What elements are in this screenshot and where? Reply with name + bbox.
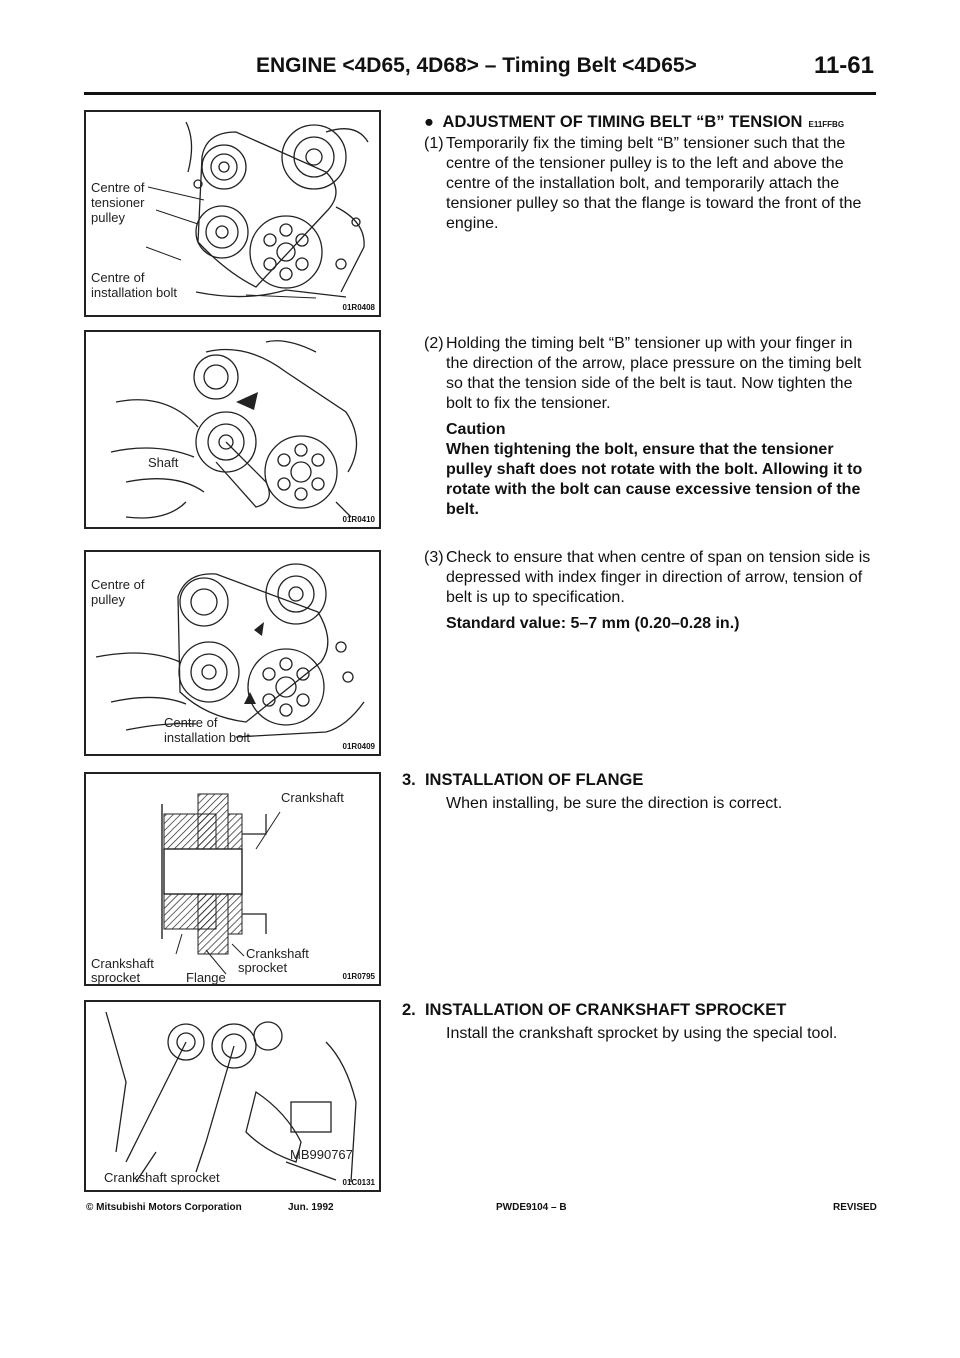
figure-label: Centre of bbox=[91, 180, 145, 195]
standard-value: Standard value: 5–7 mm (0.20–0.28 in.) bbox=[446, 615, 740, 632]
footer-status: REVISED bbox=[833, 1202, 877, 1213]
figure-label: Crankshaft bbox=[91, 956, 154, 971]
figure-label: sprocket bbox=[238, 960, 288, 975]
figure-label: pulley bbox=[91, 210, 125, 225]
figure-label: Centre of bbox=[164, 715, 218, 730]
figure-label: installation bolt bbox=[91, 285, 177, 300]
bullet: ● bbox=[424, 113, 434, 131]
figure-label: sprocket bbox=[91, 970, 141, 985]
caution-text: When tightening the bolt, ensure that the tensioner pulley shaft does not rotate with the bolt. Allowing it to rotate with the bolt can cause excessive tension of the belt. bbox=[446, 441, 863, 518]
page-title: ENGINE <4D65, 4D68> – Timing Belt <4D65> bbox=[256, 54, 697, 77]
step-text: Check to ensure that when centre of span on tension side is depressed with index finger in direction of arrow, tension of belt is up to specification. bbox=[446, 549, 871, 606]
section-number: 3. bbox=[402, 771, 416, 789]
figure-flange bbox=[84, 772, 381, 986]
footer-doc-id: PWDE9104 – B bbox=[496, 1202, 567, 1213]
figure-label: installation bolt bbox=[164, 730, 250, 745]
section-text: Install the crankshaft sprocket by using the special tool. bbox=[446, 1025, 838, 1042]
caution-title: Caution bbox=[446, 421, 506, 438]
section-title: INSTALLATION OF CRANKSHAFT SPROCKET bbox=[424, 1001, 787, 1019]
figure-code: 01C0131 bbox=[342, 1178, 375, 1187]
step-text: Holding the timing belt “B” tensioner up with your finger in the direction of the arrow, place pressure on the timing belt so that the tension side of the belt is taut. Now tighten the bolt to fix the tensioner. bbox=[446, 335, 862, 412]
figure-holding-tensioner bbox=[84, 330, 381, 529]
figure-label: Shaft bbox=[148, 455, 179, 470]
step-3 bbox=[424, 548, 879, 634]
page-header bbox=[84, 52, 876, 95]
step-number: (1) bbox=[424, 135, 444, 152]
figure-label: Flange bbox=[186, 970, 226, 985]
figure-code: 01R0408 bbox=[342, 303, 375, 312]
section-code: E11FFBG bbox=[808, 120, 845, 129]
figure-code: 01R0409 bbox=[342, 742, 375, 751]
footer-copyright: © Mitsubishi Motors Corporation bbox=[86, 1202, 242, 1213]
step-1 bbox=[424, 134, 879, 234]
figure-label: Crankshaft bbox=[281, 790, 344, 805]
figure-code: 01R0795 bbox=[342, 972, 375, 981]
footer-date: Jun. 1992 bbox=[288, 1202, 334, 1213]
page-number: 11-61 bbox=[813, 52, 874, 79]
figure-code: 01R0410 bbox=[342, 515, 375, 524]
step-number: (3) bbox=[424, 549, 444, 566]
section-heading bbox=[424, 112, 894, 135]
figure-label: MB990767 bbox=[290, 1147, 353, 1162]
holding-tensioner-diagram bbox=[86, 332, 379, 527]
step-text: Temporarily fix the timing belt “B” tensioner such that the centre of the tensioner pulley is to the left and above the centre of the installation bolt, and temporarily attach the tensioner pulley so that the flange is toward the front of the engine. bbox=[446, 135, 862, 232]
figure-label: Centre of bbox=[91, 577, 145, 592]
flange-cross-section bbox=[86, 774, 379, 984]
section-title: INSTALLATION OF FLANGE bbox=[424, 771, 644, 789]
figure-belt-tension-check bbox=[84, 550, 381, 756]
figure-crankshaft-sprocket-install bbox=[84, 1000, 381, 1192]
figure-label: pulley bbox=[91, 592, 125, 607]
figure-label: tensioner bbox=[91, 195, 145, 210]
figure-label: Crankshaft sprocket bbox=[104, 1170, 220, 1185]
figure-tensioner-position bbox=[84, 110, 381, 317]
section-heading bbox=[402, 770, 643, 790]
step-number: (2) bbox=[424, 335, 444, 352]
figure-label: Crankshaft bbox=[246, 946, 309, 961]
figure-label: Centre of bbox=[91, 270, 145, 285]
section-title: ADJUSTMENT OF TIMING BELT “B” TENSION bbox=[442, 113, 803, 131]
step-2 bbox=[424, 334, 879, 520]
section-text: When installing, be sure the direction is correct. bbox=[446, 795, 783, 812]
section-heading bbox=[402, 1000, 786, 1020]
section-number: 2. bbox=[402, 1001, 416, 1019]
